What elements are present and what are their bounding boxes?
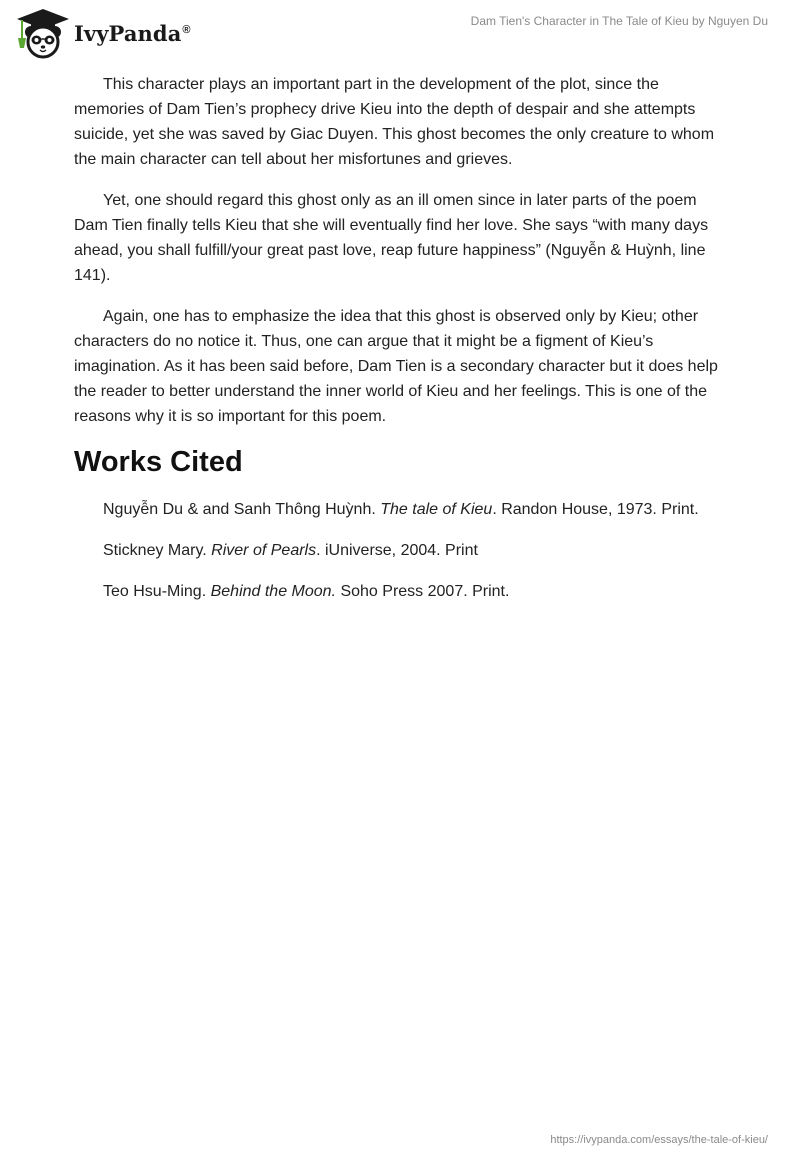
essay-content — [74, 72, 730, 620]
citation-1-publisher: . Randon House, 1973. Print. — [492, 501, 699, 518]
citation-1-title: The tale of Kieu — [380, 501, 493, 518]
logo-wordmark: IvyPanda® — [74, 20, 191, 46]
body-paragraph-3: Again, one has to emphasize the idea that this ghost is observed only by Kieu; other characters do no notice it. Thus, one can argue that it might be a figment of Kieu’s imagination. As it has been said before, Dam Tien is a secondary character but it does help the reader to better understand the inner world of Kieu and her feelings. This is one of the reasons why it is so important for this poem. — [74, 308, 718, 425]
citation-2-publisher: . iUniverse, 2004. Print — [316, 542, 478, 559]
source-url-link[interactable]: https://ivypanda.com/essays/the-tale-of-kieu/ — [550, 1134, 768, 1146]
panda-graduate-icon — [14, 8, 72, 60]
works-cited-heading: Works Cited — [74, 446, 243, 478]
citation-3-author: Teo Hsu-Ming. — [103, 583, 211, 600]
citation-2 — [74, 538, 730, 563]
body-paragraph-2: Yet, one should regard this ghost only as an ill omen since in later parts of the poem Dam Tien finally tells Kieu that she will eventually find her love. She says “with many days ahead, you shall fulfill/your great past love, reap future happiness” (Nguyễn & Huỳnh, line 141). — [74, 192, 709, 284]
citation-1 — [74, 497, 730, 522]
document-title: Dam Tien's Character in The Tale of Kieu by Nguyen Du — [470, 14, 768, 28]
citation-1-author: Nguyễn Du & and Sanh Thông Huỳnh. — [103, 501, 381, 518]
ivypanda-logo[interactable] — [14, 8, 191, 60]
citation-3-publisher: Soho Press 2007. Print. — [336, 583, 510, 600]
citation-3-title: Behind the Moon. — [210, 583, 337, 600]
citation-2-title: River of Pearls — [211, 542, 317, 559]
citation-2-author: Stickney Mary. — [103, 542, 212, 559]
citation-3 — [74, 579, 730, 604]
page-header — [0, 0, 800, 70]
body-paragraph-1: This character plays an important part in the development of the plot, since the memories of Dam Tien’s prophecy drive Kieu into the depth of despair and she attempts suicide, yet she was saved by Giac Duyen. This ghost becomes the only creature to whom the main character can tell about her misfortunes and grieves. — [74, 76, 715, 168]
registered-mark: ® — [182, 23, 191, 36]
